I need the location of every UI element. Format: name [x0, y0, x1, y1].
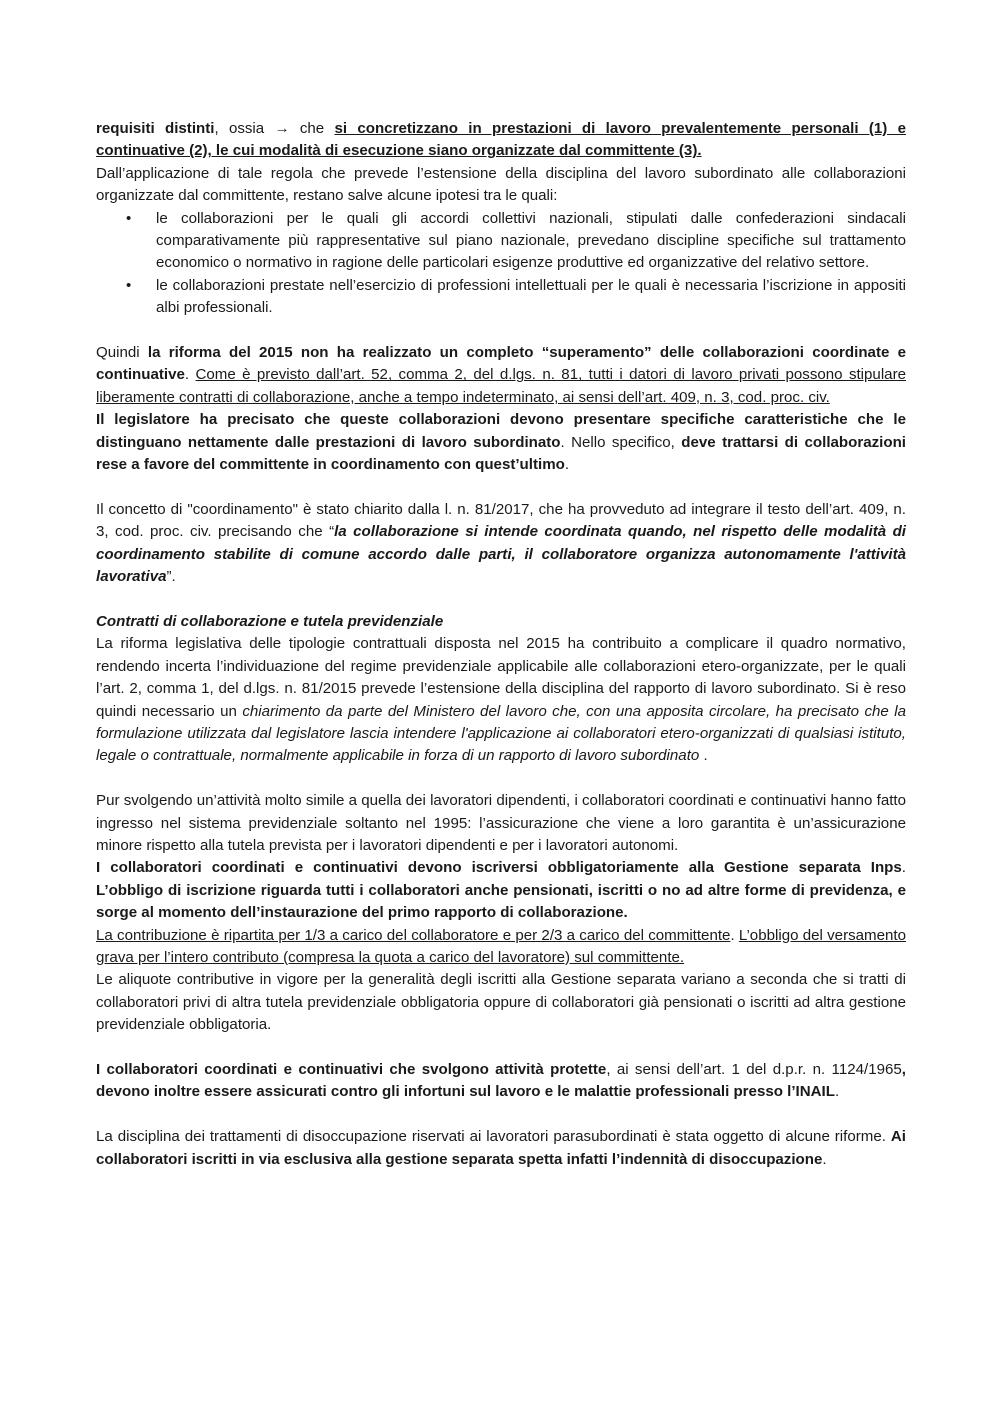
paragraph-coordinamento: [96, 499, 906, 589]
text: Quindi: [96, 344, 148, 362]
list-item: • le collaborazioni per le quali gli accordi collettivi nazionali, stipulati dalle confederazioni sindacali comparativamente più rappresentative sul piano nazionale, prevedano discipline specifiche sul trattamento economico o normativo in ragione delle particolari esigenze produttive ed organizzative del relativo settore.: [96, 208, 906, 275]
paragraph-gestione-separata: [96, 857, 906, 924]
paragraph-contribuzione: [96, 925, 906, 970]
text: che: [289, 120, 335, 137]
paragraph-requisiti: [96, 118, 906, 163]
arrow-right-icon: →: [274, 120, 290, 137]
text: , ossia: [214, 120, 275, 137]
bold-italic-quote: la collaborazione si intende coordinata quando, nel rispetto delle modalità di coordinamento stabilite di comune accordo dalle parti, il collaboratore organizza autonomamente l'attività lavorativa: [96, 523, 906, 586]
section-heading: Contratti di collaborazione e tutela previdenziale: [96, 612, 444, 630]
bold-text: I collaboratori coordinati e continuativi devono iscriversi obbligatoriamente alla Gestione separata Inps: [96, 859, 902, 877]
text: ”.: [166, 568, 176, 586]
text: .: [730, 926, 739, 944]
text: . Nello specifico,: [560, 433, 682, 451]
text: .: [901, 859, 906, 877]
text: .: [564, 456, 570, 474]
text: La riforma legislativa delle tipologie contrattuali disposta nel 2015 ha contribuito a complicare il quadro normativo, rendendo incerta l’individuazione del regime previdenziale applicabile alle collaborazioni etero-organizzate, per le quali l’art. 2, comma 1, del d.lgs. n. 81/2015 prevede l’estensione della disciplina del rapporto di lavoro subordinato. Si è reso quindi necessario un: [96, 635, 906, 720]
paragraph-inail: [96, 1059, 906, 1104]
bold-text: , devono inoltre essere assicurati contro gli infortuni sul lavoro e le malattie professionali presso l’INAIL: [96, 1060, 906, 1101]
paragraph-applicazione: Dall’applicazione di tale regola che prevede l’estensione della disciplina del lavoro subordinato alle collaborazioni organizzate dal committente, restano salve alcune ipotesi tra le quali:: [96, 164, 906, 205]
text: .: [184, 366, 196, 384]
italic-text: chiarimento da parte del Ministero del lavoro che, con una apposita circolare, ha precisato che la formulazione utilizzata dal legislatore lascia intendere l'applicazione ai collaboratori etero-organizzati di qualsiasi istituto, legale o contrattuale, normalmente applicabile in forza di un rapporto di lavoro subordinato: [96, 702, 906, 765]
bold-underlined-text: si concretizzano in prestazioni di lavoro prevalentemente personali (1) e continuative (2), le cui modalità di esecuzione siano organizzate dal committente (3).: [96, 120, 906, 160]
underlined-text: La contribuzione è ripartita per 1/3 a carico del collaboratore e per 2/3 a carico del committente: [96, 926, 731, 944]
text: La disciplina dei trattamenti di disoccupazione riservati ai lavoratori parasubordinati è stata oggetto di alcune riforme.: [96, 1128, 891, 1146]
text: .: [699, 747, 708, 765]
bold-text: Il legislatore ha precisato che queste collaborazioni devono presentare specifiche caratteristiche che le distinguano nettamente dalle prestazioni di lavoro subordinato: [96, 411, 906, 451]
text: .: [822, 1150, 827, 1168]
underlined-text: L’obbligo del versamento grava per l’intero contributo (compresa la quota a carico del lavoratore) sul committente.: [96, 926, 906, 966]
text: Il concetto di "coordinamento" è stato chiarito dalla l. n. 81/2017, che ha provveduto ad integrare il testo dell’art. 409, n. 3, cod. proc. civ. precisando che “: [96, 500, 906, 541]
paragraph-riforma-legislativa: [96, 633, 906, 767]
bold-text: la riforma del 2015 non ha realizzato un completo “superamento” delle collaborazioni coordinate e continuative: [96, 344, 907, 384]
underlined-text: Come è previsto dall’art. 52, comma 2, del d.lgs. n. 81, tutti i datori di lavoro privati possono stipulare liberamente contratti di collaborazione, anche a tempo indeterminato, ai sensi dell’art. 409, n. 3, cod. proc. civ.: [96, 366, 906, 406]
bold-text: requisiti distinti: [96, 120, 215, 137]
bold-text: deve trattarsi di collaborazioni rese a favore del committente in coordinamento con quest’ultimo: [96, 433, 906, 474]
bullet-list: [96, 208, 906, 320]
paragraph-disoccupazione: [96, 1126, 906, 1171]
paragraph-aliquote: Le aliquote contributive in vigore per la generalità degli iscritti alla Gestione separata variano a seconda che si tratti di collaboratori privi di altra tutela previdenziale obbligatoria oppure di collaboratori già pensionati o iscritti ad altra gestione previdenziale obbligatoria.: [96, 971, 906, 1034]
bold-text: L’obbligo di iscrizione riguarda tutti i collaboratori anche pensionati, iscritti o no ad altre forme di previdenza, e sorge al momento dell’instaurazione del primo rapporto di collaborazione.: [96, 881, 906, 922]
paragraph-legislatore: [96, 409, 906, 476]
bold-text: Ai collaboratori iscritti in via esclusiva alla gestione separata spetta infatti l’indennità di disoccupazione: [96, 1128, 906, 1168]
text: .: [834, 1083, 840, 1101]
paragraph-riforma-2015: [96, 342, 906, 409]
paragraph-assicurazione: Pur svolgendo un’attività molto simile a quella dei lavoratori dipendenti, i collaboratori coordinati e continuativi hanno fatto ingresso nel sistema previdenziale soltanto nel 1995: l’assicurazione che viene a loro garantita è un’assicurazione minore rispetto alla tutela prevista per i lavoratori dipendenti e per i lavoratori autonomi.: [96, 792, 906, 854]
bold-text: I collaboratori coordinati e continuativi che svolgono attività protette: [96, 1060, 607, 1078]
document-page: [96, 118, 906, 1171]
text: , ai sensi dell’art. 1 del d.p.r. n. 1124/1965: [606, 1060, 902, 1078]
list-item: • le collaborazioni prestate nell’esercizio di professioni intellettuali per le quali è necessaria l’iscrizione in appositi albi professionali.: [96, 275, 906, 320]
